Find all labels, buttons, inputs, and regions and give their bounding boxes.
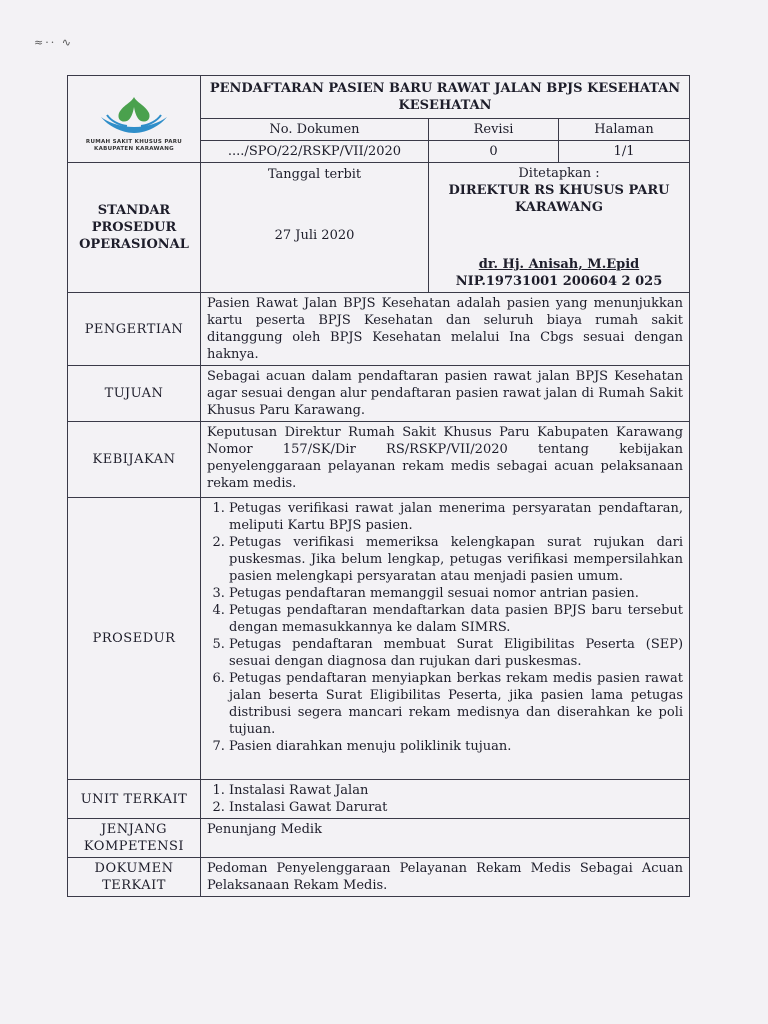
tanggal-terbit-cell <box>201 163 429 293</box>
jenjang-label: JENJANG KOMPETENSI <box>68 819 201 858</box>
dokumen-text: Pedoman Penyelenggaraan Pelayanan Rekam Medis Sebagai Acuan Pelaksanaan Rekam Medis. <box>201 858 690 897</box>
hospital-name-line1: RUMAH SAKIT KHUSUS PARU <box>85 139 183 145</box>
tujuan-label: TUJUAN <box>68 366 201 422</box>
prosedur-step: 3. Petugas pendaftaran memanggil sesuai nomor antrian pasien. <box>229 585 683 602</box>
prosedur-step: 5. Petugas pendaftaran membuat Surat Eligibilitas Peserta (SEP) sesuai dengan diagnosa dan rujukan dari puskesmas. <box>229 636 683 670</box>
halaman-label: Halaman <box>559 119 690 141</box>
document-title: PENDAFTARAN PASIEN BARU RAWAT JALAN BPJS KESEHATAN KESEHATAN <box>201 76 690 119</box>
unit-terkait-item: 1. Instalasi Rawat Jalan <box>229 782 683 799</box>
unit-terkait-cell <box>201 780 690 819</box>
no-dokumen-value: ..../SPO/22/RSKP/VII/2020 <box>201 141 429 163</box>
prosedur-step: 1. Petugas verifikasi rawat jalan menerima persyaratan pendaftaran, meliputi Kartu BPJS pasien. <box>229 500 683 534</box>
unit-terkait-list <box>207 782 683 816</box>
direktur-nip: NIP.19731001 200604 2 025 <box>455 274 663 289</box>
prosedur-step: 4. Petugas pendaftaran mendaftarkan data pasien BPJS baru tersebut dengan memasukkannya ke dalam SIMRS. <box>229 602 683 636</box>
pengertian-label: PENGERTIAN <box>68 293 201 366</box>
scan-mark: ≈·· ∿ <box>34 36 73 49</box>
no-dokumen-label: No. Dokumen <box>201 119 429 141</box>
hospital-logo-icon <box>93 91 175 137</box>
prosedur-step: 7. Pasien diarahkan menuju poliklinik tujuan. <box>229 738 683 755</box>
sop-document-table <box>67 75 690 897</box>
revisi-value: 0 <box>429 141 559 163</box>
ditetapkan-cell <box>429 163 690 293</box>
direktur-title: DIREKTUR RS KHUSUS PARU KARAWANG <box>448 183 670 215</box>
unit-terkait-label: UNIT TERKAIT <box>68 780 201 819</box>
pengertian-text: Pasien Rawat Jalan BPJS Kesehatan adalah pasien yang menunjukkan kartu peserta BPJS Kesehatan dan seluruh biaya rumah sakit ditanggung oleh BPJS Kesehatan melalui Ina Cbgs sesuai dengan haknya. <box>201 293 690 366</box>
hospital-name-line2: KABUPATEN KARAWANG <box>94 146 174 152</box>
prosedur-label: PROSEDUR <box>68 498 201 780</box>
revisi-label: Revisi <box>429 119 559 141</box>
prosedur-list-cell <box>201 498 690 780</box>
kebijakan-label: KEBIJAKAN <box>68 422 201 498</box>
unit-terkait-item: 2. Instalasi Gawat Darurat <box>229 799 683 816</box>
jenjang-text: Penunjang Medik <box>201 819 690 858</box>
sop-label: STANDAR PROSEDUR OPERASIONAL <box>68 163 201 293</box>
tujuan-text: Sebagai acuan dalam pendaftaran pasien rawat jalan BPJS Kesehatan agar sesuai dengan alur pendaftaran pasien rawat jalan di Rumah Sakit Khusus Paru Karawang. <box>201 366 690 422</box>
prosedur-list <box>207 500 683 755</box>
prosedur-step: 2. Petugas verifikasi memeriksa kelengkapan surat rujukan dari puskesmas. Jika belum lengkap, petugas verifikasi mempersilahkan pasien melengkapi persyaratan atau menjadi pasien umum. <box>229 534 683 585</box>
prosedur-step: 6. Petugas pendaftaran menyiapkan berkas rekam medis pasien rawat jalan beserta Surat Eligibilitas Peserta, jika pasien lama petugas distribusi segera mancari rekam medisnya dan diserahkan ke poli tujuan. <box>229 670 683 738</box>
halaman-value: 1/1 <box>559 141 690 163</box>
direktur-name: dr. Hj. Anisah, M.Epid <box>478 257 640 272</box>
hospital-logo-cell <box>68 76 201 163</box>
tanggal-terbit-value: 27 Juli 2020 <box>274 228 355 243</box>
tanggal-terbit-label: Tanggal terbit <box>267 167 362 182</box>
kebijakan-text: Keputusan Direktur Rumah Sakit Khusus Paru Kabupaten Karawang Nomor 157/SK/Dir RS/RSKP/VII/2020 tentang kebijakan penyelenggaraan pelayanan rekam medis sebagai acuan pelaksanaan rekam medis. <box>201 422 690 498</box>
dokumen-label: DOKUMEN TERKAIT <box>68 858 201 897</box>
ditetapkan-label: Ditetapkan : <box>518 166 600 181</box>
